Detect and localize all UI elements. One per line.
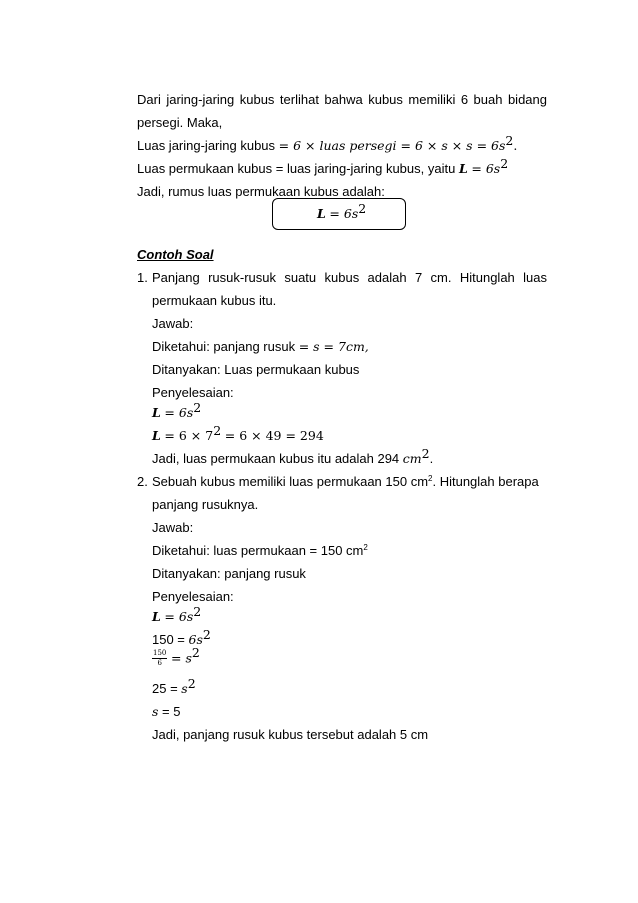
intro-line-3: Luas jaring-jaring kubus = 6 × luas persegi = $6 \times s \times s = 6s^2$.: [137, 133, 518, 153]
ex1-step-2: $L = 6 \times 7^2 = 6 \times 49 = 294$: [152, 423, 324, 443]
fraction: $\frac{150}{6}$: [153, 649, 167, 667]
ex2-jawab: Jawab:: [152, 520, 194, 535]
ex2-step-3: $\frac{150}{6}$ = $s^2$: [153, 644, 200, 667]
section-heading: Contoh Soal: [137, 247, 214, 262]
ex2-step-4: $25 = s^2$: [152, 676, 196, 696]
intro-line-4: Luas permukaan kubus = luas jaring-jaring kubus, yaitu $L = 6s^2$: [137, 156, 509, 176]
ex2-question-line-1: Sebuah kubus memiliki luas permukaan 150 $cm^2$. Hitunglah berapa: [152, 474, 539, 489]
ex2-step-2: $150 = 6s^2$: [152, 627, 211, 647]
ex1-question-line-1: Panjang rusuk-rusuk suatu kubus adalah 7 cm. Hitunglah luas: [152, 270, 547, 285]
intro-line-1: Dari jaring-jaring kubus terlihat bahwa kubus memiliki 6 buah bidang: [137, 92, 547, 107]
ex1-number: 1.: [137, 270, 148, 285]
ex2-step-5: s = 5: [152, 704, 181, 719]
ex2-diketahui: Diketahui: luas permukaan = 150 $cm^2$: [152, 543, 368, 558]
ex1-step-1: $L = 6s^2$: [152, 400, 202, 420]
ex2-step-1: $L = 6s^2$: [152, 604, 202, 624]
ex1-question-line-2: permukaan kubus itu.: [152, 293, 277, 308]
ex2-jadi: Jadi, panjang rusuk kubus tersebut adalah 5 cm: [152, 727, 429, 742]
ex1-diketahui: Diketahui: panjang rusuk = s = 7cm,: [152, 339, 369, 354]
ex2-number: 2.: [137, 474, 148, 489]
ex1-jadi: Jadi, luas permukaan kubus itu adalah 294 $cm^2$.: [152, 446, 434, 466]
ex1-ditanyakan: Ditanyakan: Luas permukaan kubus: [152, 362, 360, 377]
ex2-ditanyakan: Ditanyakan: panjang rusuk: [152, 566, 306, 581]
formula-box-content: $L = 6s^2$: [317, 201, 367, 221]
ex1-penyelesaian: Penyelesaian:: [152, 385, 234, 400]
ex1-jawab: Jawab:: [152, 316, 194, 331]
intro-line-5: Jadi, rumus luas permukaan kubus adalah:: [137, 184, 385, 199]
ex2-penyelesaian: Penyelesaian:: [152, 589, 234, 604]
ex2-question-line-2: panjang rusuknya.: [152, 497, 259, 512]
intro-line-2: persegi. Maka,: [137, 115, 223, 130]
